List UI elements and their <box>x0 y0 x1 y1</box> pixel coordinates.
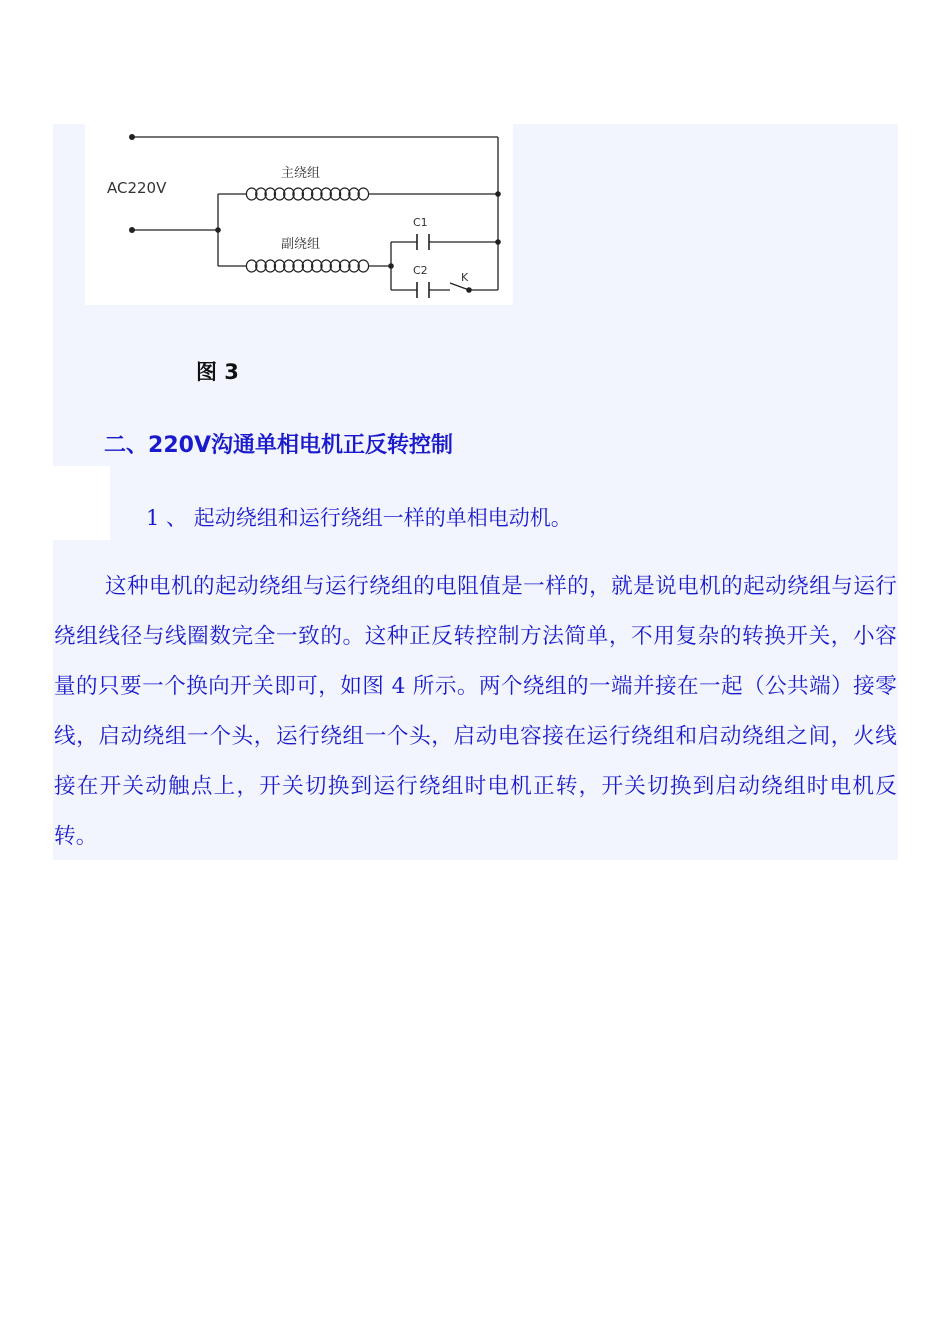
junction-dot <box>215 227 221 233</box>
main-winding-label: 主绕组 <box>281 166 321 181</box>
section-heading-prefix: 二、 <box>104 433 149 458</box>
circuit-diagram <box>85 124 513 305</box>
junction-dot <box>466 287 472 293</box>
c1-label: C1 <box>413 216 428 229</box>
junction-dot <box>495 191 501 197</box>
junction-dot <box>388 263 394 269</box>
section-heading-title: 沟通单相电机正反转控制 <box>210 433 453 458</box>
subsection-heading: 1 、 起动绕组和运行绕组一样的单相电动机。 <box>146 506 572 530</box>
c2-label: C2 <box>413 264 428 277</box>
figure-caption: 图 3 <box>196 360 239 384</box>
aux-winding-coil <box>246 260 368 272</box>
terminal-dot <box>129 227 135 233</box>
switch-label: K <box>461 271 469 284</box>
section-heading <box>104 428 453 459</box>
source-label: AC220V <box>107 179 167 197</box>
body-paragraph: 这种电机的起动绕组与运行绕组的电阻值是一样的，就是说电机的起动绕组与运行绕组线径与线圈数完全一致的。这种正反转控制方法简单，不用复杂的转换开关，小容量的只要一个换向开关即可，如图 4 所示。两个绕组的一端并接在一起（公共端）接零线，启动绕组一个头，运行绕组一个头，启动电容接在运行绕组和启动绕组之间，火线接在开关动触点上，开关切换到运行绕组时电机正转，开关切换到启动绕组时电机反转。 <box>54 574 898 849</box>
section-heading-voltage: 220V <box>148 433 211 458</box>
junction-dot <box>495 239 501 245</box>
aux-winding-label: 副绕组 <box>281 237 321 252</box>
terminal-dot <box>129 134 135 140</box>
main-winding-coil <box>246 188 368 200</box>
